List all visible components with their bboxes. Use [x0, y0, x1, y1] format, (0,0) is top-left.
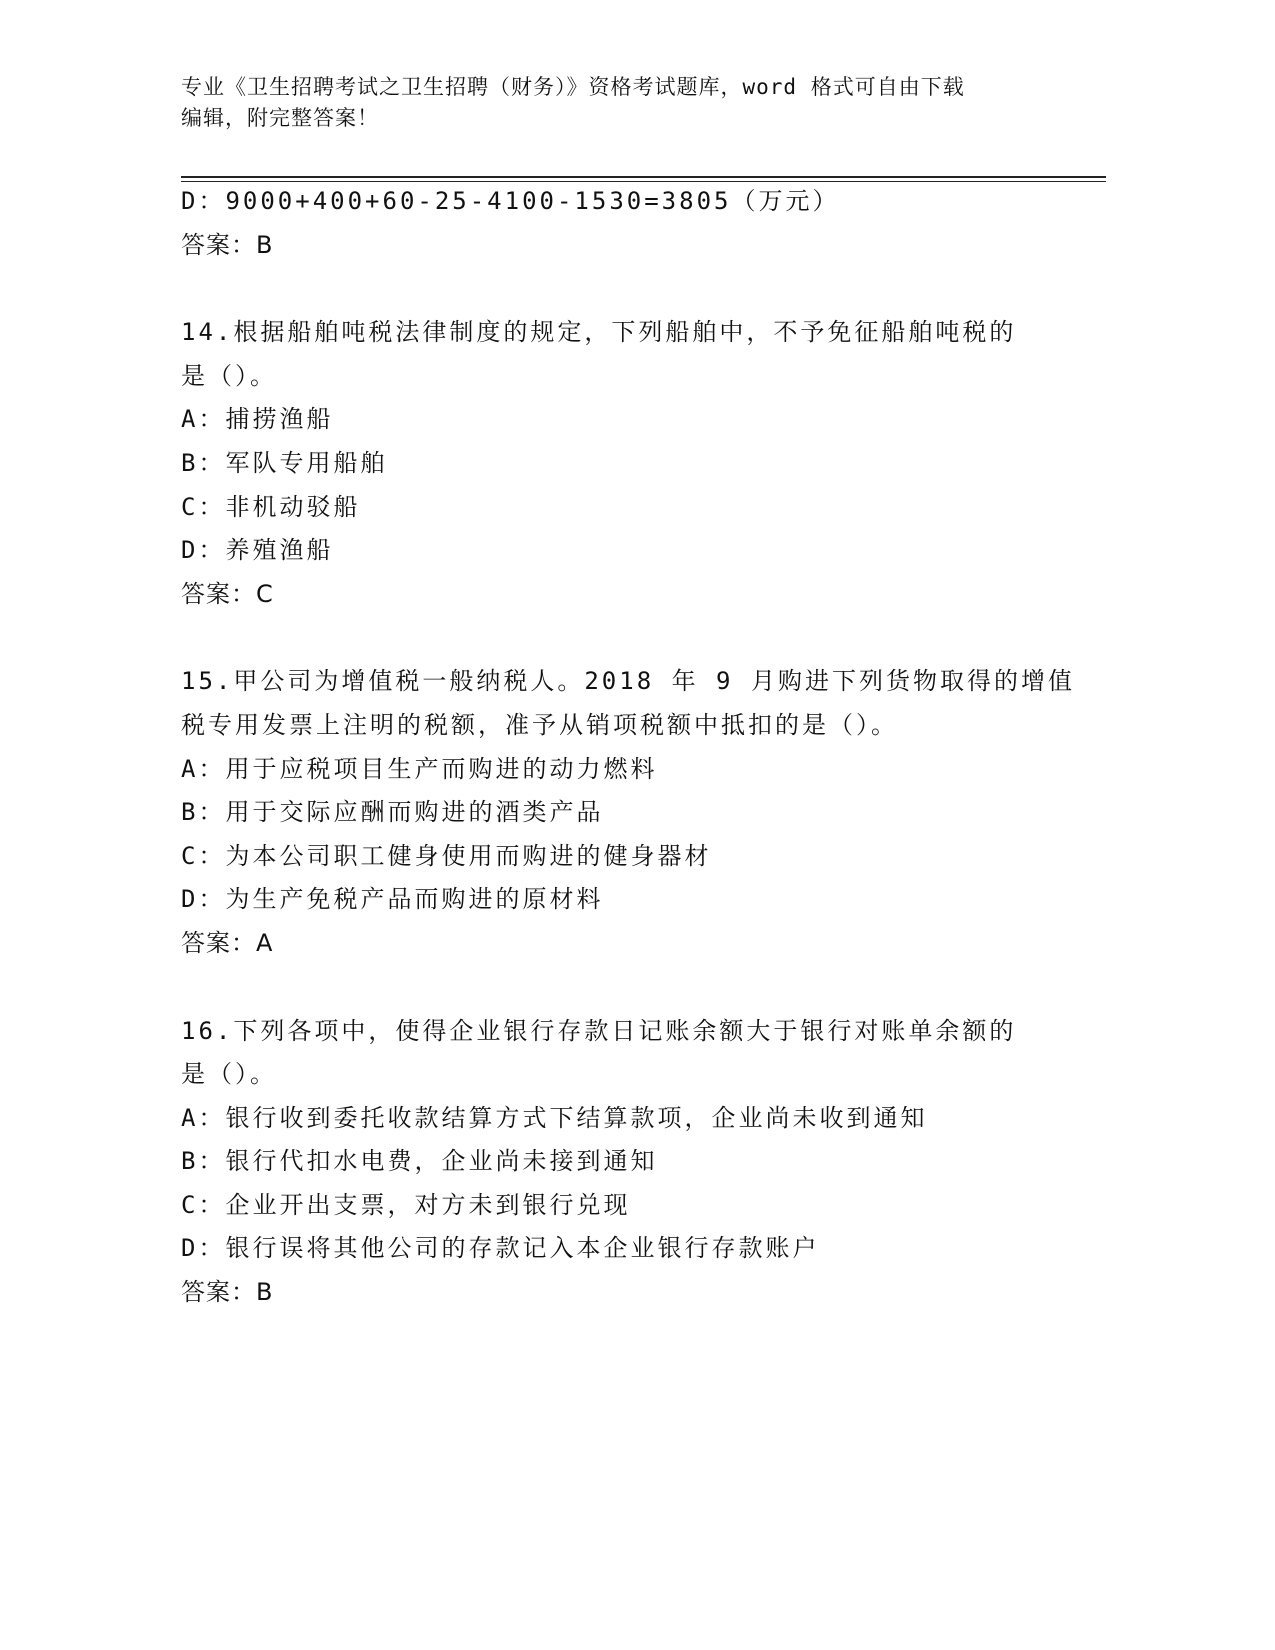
- header-divider-thick: [181, 176, 1106, 178]
- question-16: [181, 1010, 1081, 1315]
- question-14: [181, 311, 1081, 616]
- question-15: [181, 660, 1081, 965]
- option-c: C：为本公司职工健身使用而购进的健身器材: [181, 841, 712, 870]
- question-stem: 15.甲公司为增值税一般纳税人。2018 年 9 月购进下列货物取得的增值: [181, 667, 1075, 696]
- option-c: C：非机动驳船: [181, 492, 361, 521]
- question-list: [181, 180, 1081, 1315]
- document-header: [181, 72, 1081, 134]
- answer: 答案：C: [181, 579, 274, 608]
- previous-question-tail: [181, 180, 1081, 267]
- header-line-2: 编辑，附完整答案！: [181, 106, 379, 130]
- option-a: A：银行收到委托收款结算方式下结算款项，企业尚未收到通知: [181, 1103, 928, 1132]
- option-d: D：银行误将其他公司的存款记入本企业银行存款账户: [181, 1234, 820, 1263]
- question-stem: 是（）。: [181, 361, 277, 390]
- question-stem: 14.根据船舶吨税法律制度的规定，下列船舶中，不予免征船舶吨税的: [181, 318, 1017, 347]
- option-c: C：企业开出支票，对方未到银行兑现: [181, 1190, 631, 1219]
- option-b: B：军队专用船舶: [181, 448, 388, 477]
- option-a: A：捕捞渔船: [181, 405, 334, 434]
- answer: 答案：B: [181, 1278, 274, 1307]
- question-stem: 税专用发票上注明的税额，准予从销项税额中抵扣的是（）。: [181, 710, 898, 739]
- option-d: D：养殖渔船: [181, 536, 334, 565]
- option-d: D：为生产免税产品而购进的原材料: [181, 885, 604, 914]
- question-stem: 16.下列各项中，使得企业银行存款日记账余额大于银行对账单余额的: [181, 1016, 1017, 1045]
- option-a: A：用于应税项目生产而购进的动力燃料: [181, 754, 658, 783]
- option-b: B：用于交际应酬而购进的酒类产品: [181, 798, 604, 827]
- option-d: D：9000+400+60-25-4100-1530=3805（万元）: [181, 187, 840, 215]
- option-b: B：银行代扣水电费，企业尚未接到通知: [181, 1147, 658, 1176]
- question-stem: 是（）。: [181, 1060, 277, 1089]
- answer: 答案：B: [181, 230, 274, 259]
- header-line-1: 专业《卫生招聘考试之卫生招聘（财务）》资格考试题库，word 格式可自由下载: [181, 75, 965, 99]
- answer: 答案：A: [181, 928, 274, 957]
